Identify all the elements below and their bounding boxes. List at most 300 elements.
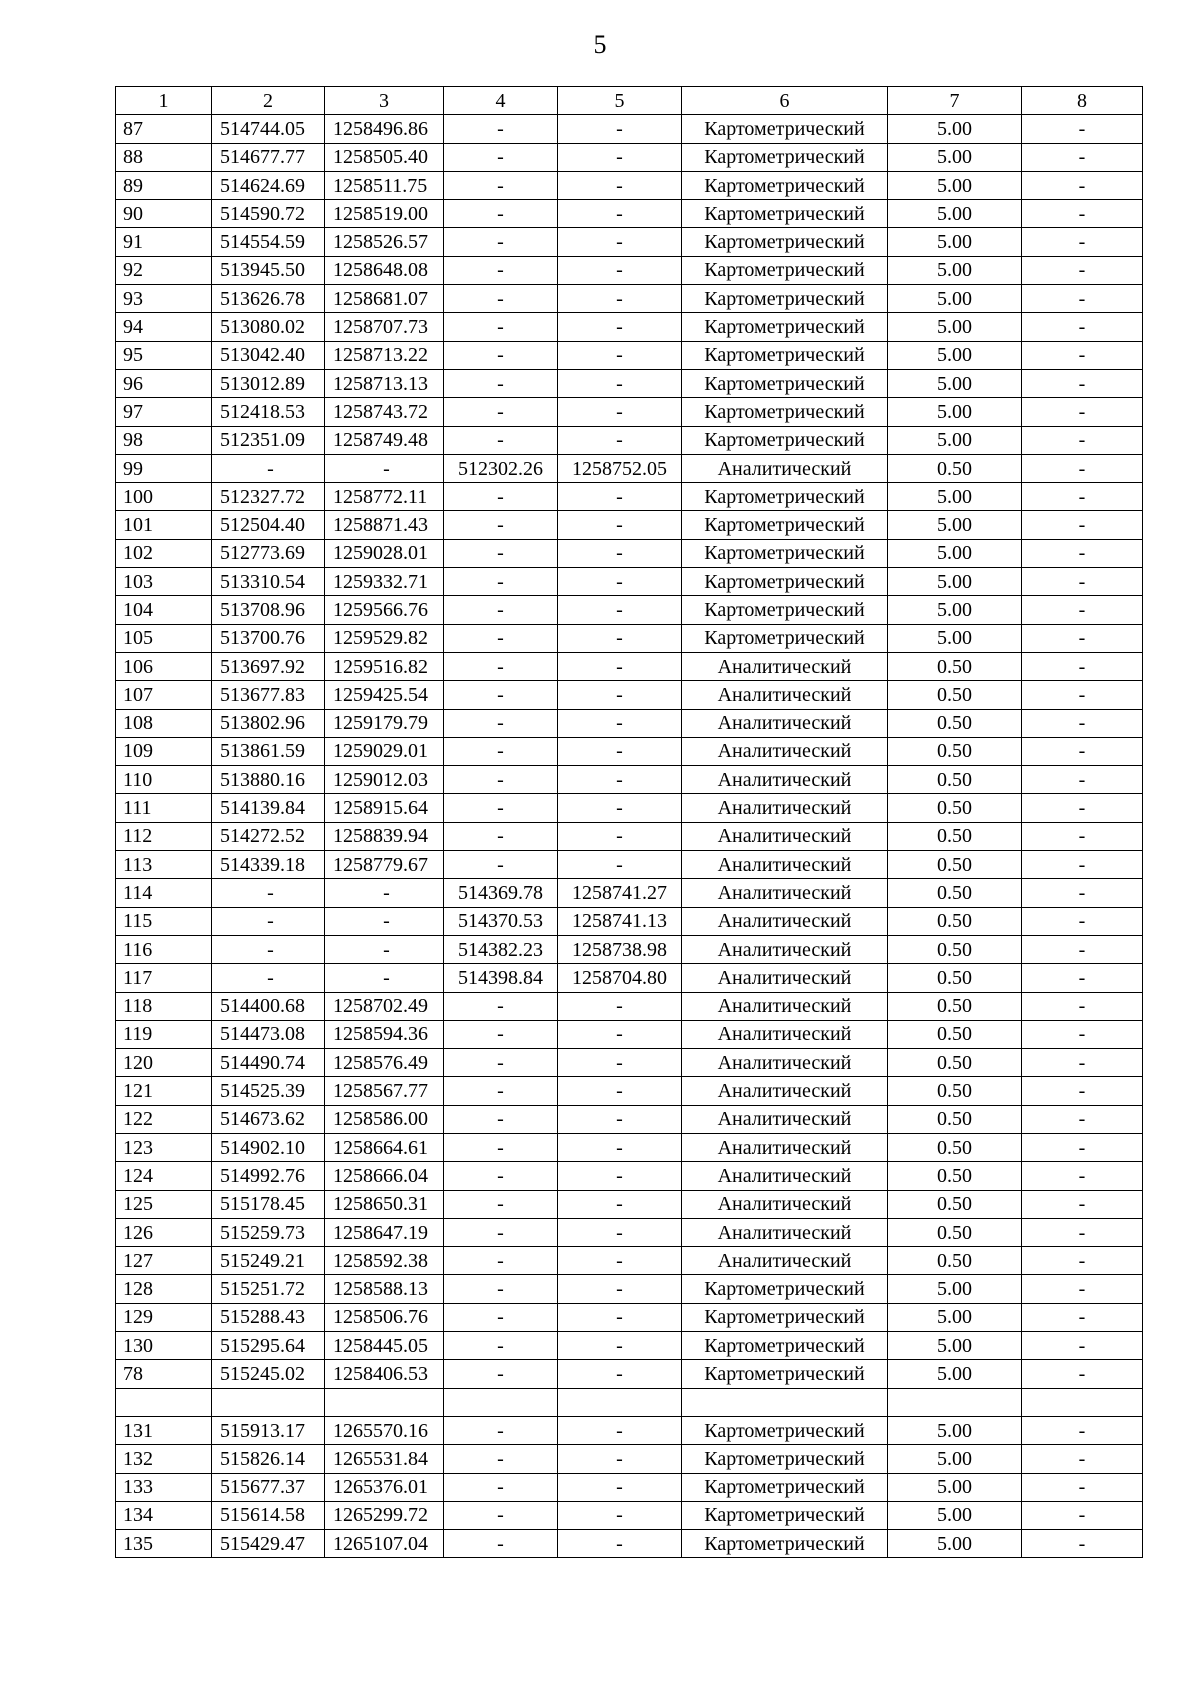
- cell-x-coordinate: -: [212, 964, 325, 992]
- cell-point-number: 121: [116, 1077, 212, 1105]
- cell-x-coordinate: 513700.76: [212, 624, 325, 652]
- cell-y-coordinate: -: [325, 907, 444, 935]
- page-number: 5: [593, 30, 607, 59]
- cell-y-new: -: [558, 737, 682, 765]
- cell-method: Картометрический: [682, 624, 888, 652]
- cell-accuracy: 0.50: [888, 652, 1022, 680]
- table-row: [116, 369, 1143, 397]
- cell-note: -: [1022, 143, 1143, 171]
- cell-y-new: -: [558, 1303, 682, 1331]
- cell-method: Картометрический: [682, 1473, 888, 1501]
- cell-note: -: [1022, 426, 1143, 454]
- cell-y-coordinate: 1265107.04: [325, 1530, 444, 1558]
- cell-x-coordinate: 515245.02: [212, 1360, 325, 1388]
- cell-x-new: -: [444, 1162, 558, 1190]
- cell-note: -: [1022, 1162, 1143, 1190]
- cell-y-new: -: [558, 1332, 682, 1360]
- table-row: [116, 1501, 1143, 1529]
- table-row: [116, 1388, 1143, 1416]
- table-row: [116, 256, 1143, 284]
- cell-method: Аналитический: [682, 454, 888, 482]
- cell-x-new: -: [444, 1049, 558, 1077]
- cell-y-new: 1258752.05: [558, 454, 682, 482]
- cell-accuracy: 5.00: [888, 596, 1022, 624]
- table-row: [116, 398, 1143, 426]
- table-row: [116, 737, 1143, 765]
- cell-y-new: -: [558, 709, 682, 737]
- cell-y-coordinate: 1258586.00: [325, 1105, 444, 1133]
- cell-note: -: [1022, 992, 1143, 1020]
- cell-method: Картометрический: [682, 568, 888, 596]
- column-header-3: 3: [325, 87, 444, 115]
- cell-x-coordinate: [212, 1388, 325, 1416]
- cell-y-coordinate: 1258772.11: [325, 483, 444, 511]
- cell-method: Аналитический: [682, 1077, 888, 1105]
- cell-x-new: -: [444, 1445, 558, 1473]
- cell-accuracy: 5.00: [888, 1530, 1022, 1558]
- cell-accuracy: 0.50: [888, 1190, 1022, 1218]
- cell-accuracy: 5.00: [888, 313, 1022, 341]
- cell-method: Картометрический: [682, 483, 888, 511]
- cell-y-new: -: [558, 992, 682, 1020]
- cell-method: Картометрический: [682, 200, 888, 228]
- cell-point-number: 118: [116, 992, 212, 1020]
- cell-point-number: 128: [116, 1275, 212, 1303]
- cell-y-new: -: [558, 313, 682, 341]
- cell-x-new: -: [444, 596, 558, 624]
- table-row: [116, 1275, 1143, 1303]
- column-header-7: 7: [888, 87, 1022, 115]
- cell-y-coordinate: 1259012.03: [325, 766, 444, 794]
- cell-x-new: -: [444, 1275, 558, 1303]
- cell-point-number: 135: [116, 1530, 212, 1558]
- cell-x-new: -: [444, 709, 558, 737]
- cell-y-new: [558, 1388, 682, 1416]
- cell-x-coordinate: 515178.45: [212, 1190, 325, 1218]
- cell-point-number: 100: [116, 483, 212, 511]
- cell-x-new: -: [444, 341, 558, 369]
- table-row: [116, 285, 1143, 313]
- cell-y-coordinate: 1258915.64: [325, 794, 444, 822]
- cell-method: Аналитический: [682, 766, 888, 794]
- cell-point-number: 110: [116, 766, 212, 794]
- cell-y-new: -: [558, 483, 682, 511]
- cell-method: Аналитический: [682, 879, 888, 907]
- cell-point-number: 133: [116, 1473, 212, 1501]
- cell-x-coordinate: 515614.58: [212, 1501, 325, 1529]
- cell-y-coordinate: 1258496.86: [325, 115, 444, 143]
- cell-y-coordinate: 1258707.73: [325, 313, 444, 341]
- cell-note: -: [1022, 115, 1143, 143]
- cell-note: -: [1022, 709, 1143, 737]
- cell-x-new: -: [444, 483, 558, 511]
- cell-note: -: [1022, 568, 1143, 596]
- table-row: [116, 1332, 1143, 1360]
- cell-method: Аналитический: [682, 1162, 888, 1190]
- cell-y-new: -: [558, 681, 682, 709]
- table-row: [116, 1416, 1143, 1444]
- cell-point-number: 94: [116, 313, 212, 341]
- table-row: [116, 1445, 1143, 1473]
- cell-x-coordinate: 514624.69: [212, 171, 325, 199]
- cell-note: -: [1022, 1020, 1143, 1048]
- table-row: [116, 1247, 1143, 1275]
- table-row: [116, 794, 1143, 822]
- cell-point-number: 104: [116, 596, 212, 624]
- cell-y-new: -: [558, 1049, 682, 1077]
- cell-y-new: -: [558, 652, 682, 680]
- cell-x-coordinate: 513042.40: [212, 341, 325, 369]
- cell-y-new: -: [558, 115, 682, 143]
- cell-x-new: -: [444, 398, 558, 426]
- cell-x-coordinate: 514590.72: [212, 200, 325, 228]
- cell-x-coordinate: 515913.17: [212, 1416, 325, 1444]
- cell-accuracy: 5.00: [888, 1416, 1022, 1444]
- cell-x-coordinate: 513861.59: [212, 737, 325, 765]
- cell-y-coordinate: 1258648.08: [325, 256, 444, 284]
- cell-method: Аналитический: [682, 1020, 888, 1048]
- cell-x-new: -: [444, 511, 558, 539]
- cell-note: -: [1022, 907, 1143, 935]
- table-row: [116, 1020, 1143, 1048]
- cell-y-coordinate: 1258576.49: [325, 1049, 444, 1077]
- cell-y-new: -: [558, 1162, 682, 1190]
- cell-point-number: 122: [116, 1105, 212, 1133]
- cell-accuracy: 0.50: [888, 709, 1022, 737]
- cell-y-coordinate: 1258526.57: [325, 228, 444, 256]
- cell-x-new: -: [444, 256, 558, 284]
- cell-y-new: -: [558, 624, 682, 652]
- cell-point-number: 120: [116, 1049, 212, 1077]
- cell-note: -: [1022, 1105, 1143, 1133]
- cell-point-number: 127: [116, 1247, 212, 1275]
- cell-x-new: -: [444, 1416, 558, 1444]
- cell-x-coordinate: 513012.89: [212, 369, 325, 397]
- cell-accuracy: 0.50: [888, 454, 1022, 482]
- cell-y-coordinate: 1265531.84: [325, 1445, 444, 1473]
- cell-point-number: 126: [116, 1218, 212, 1246]
- cell-method: Картометрический: [682, 171, 888, 199]
- cell-note: -: [1022, 794, 1143, 822]
- cell-note: -: [1022, 483, 1143, 511]
- cell-x-coordinate: 515295.64: [212, 1332, 325, 1360]
- cell-x-new: -: [444, 794, 558, 822]
- cell-point-number: 88: [116, 143, 212, 171]
- cell-y-new: -: [558, 1416, 682, 1444]
- cell-y-coordinate: 1258519.00: [325, 200, 444, 228]
- cell-x-new: -: [444, 1530, 558, 1558]
- cell-x-new: -: [444, 1020, 558, 1048]
- cell-note: -: [1022, 681, 1143, 709]
- cell-y-new: -: [558, 398, 682, 426]
- cell-accuracy: 5.00: [888, 1445, 1022, 1473]
- cell-note: -: [1022, 596, 1143, 624]
- cell-point-number: 119: [116, 1020, 212, 1048]
- cell-x-new: -: [444, 681, 558, 709]
- cell-y-coordinate: 1265299.72: [325, 1501, 444, 1529]
- cell-accuracy: 0.50: [888, 766, 1022, 794]
- cell-note: -: [1022, 1530, 1143, 1558]
- cell-accuracy: 5.00: [888, 369, 1022, 397]
- cell-x-coordinate: 512351.09: [212, 426, 325, 454]
- column-header-2: 2: [212, 87, 325, 115]
- cell-method: Картометрический: [682, 369, 888, 397]
- cell-method: Аналитический: [682, 1105, 888, 1133]
- cell-accuracy: 5.00: [888, 398, 1022, 426]
- cell-x-coordinate: 513945.50: [212, 256, 325, 284]
- cell-x-new: -: [444, 1247, 558, 1275]
- cell-x-coordinate: 513880.16: [212, 766, 325, 794]
- cell-accuracy: 5.00: [888, 171, 1022, 199]
- cell-note: -: [1022, 200, 1143, 228]
- table-row: [116, 1049, 1143, 1077]
- cell-method: Картометрический: [682, 341, 888, 369]
- cell-y-coordinate: 1258666.04: [325, 1162, 444, 1190]
- cell-x-new: -: [444, 285, 558, 313]
- cell-y-new: -: [558, 426, 682, 454]
- cell-y-new: -: [558, 1360, 682, 1388]
- cell-x-new: -: [444, 1133, 558, 1161]
- cell-method: Картометрический: [682, 596, 888, 624]
- cell-y-coordinate: 1259529.82: [325, 624, 444, 652]
- cell-y-coordinate: 1258594.36: [325, 1020, 444, 1048]
- table-row: [116, 766, 1143, 794]
- cell-y-coordinate: 1258592.38: [325, 1247, 444, 1275]
- cell-x-new: -: [444, 1105, 558, 1133]
- cell-y-coordinate: 1265570.16: [325, 1416, 444, 1444]
- cell-x-coordinate: 512327.72: [212, 483, 325, 511]
- cell-point-number: 113: [116, 851, 212, 879]
- cell-y-new: -: [558, 256, 682, 284]
- cell-y-new: -: [558, 1190, 682, 1218]
- cell-method: Картометрический: [682, 398, 888, 426]
- cell-x-new: -: [444, 822, 558, 850]
- cell-point-number: 96: [116, 369, 212, 397]
- cell-point-number: 134: [116, 1501, 212, 1529]
- cell-accuracy: 0.50: [888, 1077, 1022, 1105]
- cell-accuracy: 0.50: [888, 794, 1022, 822]
- cell-method: Аналитический: [682, 1218, 888, 1246]
- cell-y-new: -: [558, 539, 682, 567]
- cell-point-number: 105: [116, 624, 212, 652]
- cell-point-number: 91: [116, 228, 212, 256]
- cell-method: Картометрический: [682, 1332, 888, 1360]
- table-row: [116, 341, 1143, 369]
- cell-note: -: [1022, 879, 1143, 907]
- cell-x-new: 514370.53: [444, 907, 558, 935]
- cell-x-coordinate: 513626.78: [212, 285, 325, 313]
- cell-note: -: [1022, 369, 1143, 397]
- cell-y-coordinate: [325, 1388, 444, 1416]
- cell-x-coordinate: 514473.08: [212, 1020, 325, 1048]
- cell-y-coordinate: 1259566.76: [325, 596, 444, 624]
- cell-y-new: 1258741.13: [558, 907, 682, 935]
- cell-note: -: [1022, 1473, 1143, 1501]
- cell-y-coordinate: 1258567.77: [325, 1077, 444, 1105]
- cell-note: -: [1022, 822, 1143, 850]
- cell-y-new: -: [558, 1218, 682, 1246]
- cell-y-coordinate: 1258749.48: [325, 426, 444, 454]
- cell-y-coordinate: 1258743.72: [325, 398, 444, 426]
- cell-method: Картометрический: [682, 143, 888, 171]
- cell-accuracy: 0.50: [888, 964, 1022, 992]
- table-row: [116, 483, 1143, 511]
- cell-y-coordinate: 1258839.94: [325, 822, 444, 850]
- cell-point-number: 107: [116, 681, 212, 709]
- cell-x-coordinate: 514525.39: [212, 1077, 325, 1105]
- table-row: [116, 539, 1143, 567]
- cell-method: Аналитический: [682, 1247, 888, 1275]
- cell-y-new: -: [558, 1501, 682, 1529]
- cell-point-number: 117: [116, 964, 212, 992]
- cell-point-number: 90: [116, 200, 212, 228]
- cell-note: [1022, 1388, 1143, 1416]
- cell-point-number: 123: [116, 1133, 212, 1161]
- cell-y-new: -: [558, 200, 682, 228]
- cell-note: -: [1022, 313, 1143, 341]
- cell-note: -: [1022, 935, 1143, 963]
- cell-x-new: -: [444, 568, 558, 596]
- cell-note: -: [1022, 1332, 1143, 1360]
- cell-point-number: 115: [116, 907, 212, 935]
- cell-x-new: -: [444, 539, 558, 567]
- cell-point-number: 111: [116, 794, 212, 822]
- cell-x-coordinate: 515288.43: [212, 1303, 325, 1331]
- cell-x-new: 514398.84: [444, 964, 558, 992]
- cell-accuracy: 5.00: [888, 1303, 1022, 1331]
- cell-y-coordinate: 1259425.54: [325, 681, 444, 709]
- cell-x-coordinate: 515826.14: [212, 1445, 325, 1473]
- cell-note: -: [1022, 1247, 1143, 1275]
- cell-x-new: -: [444, 369, 558, 397]
- table-row: [116, 935, 1143, 963]
- cell-method: Картометрический: [682, 426, 888, 454]
- cell-note: -: [1022, 341, 1143, 369]
- cell-x-coordinate: 514339.18: [212, 851, 325, 879]
- cell-y-new: 1258741.27: [558, 879, 682, 907]
- cell-y-coordinate: 1258505.40: [325, 143, 444, 171]
- cell-y-coordinate: 1259516.82: [325, 652, 444, 680]
- cell-method: Картометрический: [682, 228, 888, 256]
- cell-note: -: [1022, 511, 1143, 539]
- cell-note: -: [1022, 1303, 1143, 1331]
- cell-method: Аналитический: [682, 737, 888, 765]
- table-row: [116, 709, 1143, 737]
- cell-point-number: 112: [116, 822, 212, 850]
- cell-y-new: -: [558, 228, 682, 256]
- cell-x-new: -: [444, 992, 558, 1020]
- table-row: [116, 879, 1143, 907]
- cell-note: -: [1022, 398, 1143, 426]
- table-row: [116, 1077, 1143, 1105]
- cell-x-coordinate: 514490.74: [212, 1049, 325, 1077]
- cell-y-coordinate: 1258779.67: [325, 851, 444, 879]
- cell-y-coordinate: 1258588.13: [325, 1275, 444, 1303]
- table-row: [116, 313, 1143, 341]
- cell-x-coordinate: 514272.52: [212, 822, 325, 850]
- table-row: [116, 200, 1143, 228]
- cell-accuracy: 5.00: [888, 1360, 1022, 1388]
- cell-y-coordinate: 1258702.49: [325, 992, 444, 1020]
- cell-accuracy: 0.50: [888, 1247, 1022, 1275]
- cell-y-coordinate: 1258713.13: [325, 369, 444, 397]
- table-row: [116, 1303, 1143, 1331]
- cell-x-new: -: [444, 426, 558, 454]
- cell-y-new: -: [558, 851, 682, 879]
- cell-method: Аналитический: [682, 992, 888, 1020]
- cell-note: -: [1022, 624, 1143, 652]
- cell-x-coordinate: 513802.96: [212, 709, 325, 737]
- cell-note: -: [1022, 1360, 1143, 1388]
- cell-y-coordinate: 1258445.05: [325, 1332, 444, 1360]
- column-header-8: 8: [1022, 87, 1143, 115]
- cell-note: -: [1022, 1049, 1143, 1077]
- cell-y-new: -: [558, 511, 682, 539]
- cell-method: Картометрический: [682, 1530, 888, 1558]
- cell-x-new: 514369.78: [444, 879, 558, 907]
- cell-accuracy: 5.00: [888, 568, 1022, 596]
- cell-x-new: -: [444, 1332, 558, 1360]
- cell-y-new: -: [558, 1077, 682, 1105]
- cell-point-number: 98: [116, 426, 212, 454]
- cell-x-coordinate: -: [212, 879, 325, 907]
- table-row: [116, 1530, 1143, 1558]
- cell-note: -: [1022, 652, 1143, 680]
- cell-method: Аналитический: [682, 1133, 888, 1161]
- cell-y-new: -: [558, 1473, 682, 1501]
- cell-x-new: 512302.26: [444, 454, 558, 482]
- cell-note: -: [1022, 228, 1143, 256]
- table-row: [116, 426, 1143, 454]
- cell-x-new: -: [444, 1218, 558, 1246]
- cell-x-new: [444, 1388, 558, 1416]
- cell-method: [682, 1388, 888, 1416]
- cell-point-number: 129: [116, 1303, 212, 1331]
- cell-x-coordinate: 513677.83: [212, 681, 325, 709]
- cell-y-new: -: [558, 1105, 682, 1133]
- cell-point-number: 131: [116, 1416, 212, 1444]
- cell-y-new: -: [558, 1530, 682, 1558]
- cell-x-coordinate: -: [212, 935, 325, 963]
- cell-y-new: 1258704.80: [558, 964, 682, 992]
- cell-y-new: 1258738.98: [558, 935, 682, 963]
- cell-note: -: [1022, 964, 1143, 992]
- table-row: [116, 652, 1143, 680]
- cell-note: -: [1022, 1133, 1143, 1161]
- table-row: [116, 624, 1143, 652]
- cell-note: -: [1022, 171, 1143, 199]
- table-row: [116, 1162, 1143, 1190]
- cell-y-coordinate: 1258511.75: [325, 171, 444, 199]
- cell-x-new: -: [444, 1303, 558, 1331]
- cell-x-coordinate: 514992.76: [212, 1162, 325, 1190]
- cell-y-new: -: [558, 596, 682, 624]
- cell-x-coordinate: 512504.40: [212, 511, 325, 539]
- cell-accuracy: 5.00: [888, 200, 1022, 228]
- cell-accuracy: 5.00: [888, 511, 1022, 539]
- column-header-5: 5: [558, 87, 682, 115]
- cell-accuracy: 5.00: [888, 1473, 1022, 1501]
- cell-note: -: [1022, 1445, 1143, 1473]
- cell-x-coordinate: 513697.92: [212, 652, 325, 680]
- cell-note: -: [1022, 737, 1143, 765]
- cell-accuracy: 5.00: [888, 426, 1022, 454]
- cell-accuracy: 0.50: [888, 992, 1022, 1020]
- cell-point-number: 95: [116, 341, 212, 369]
- cell-point-number: 102: [116, 539, 212, 567]
- cell-x-new: -: [444, 115, 558, 143]
- cell-method: Аналитический: [682, 1190, 888, 1218]
